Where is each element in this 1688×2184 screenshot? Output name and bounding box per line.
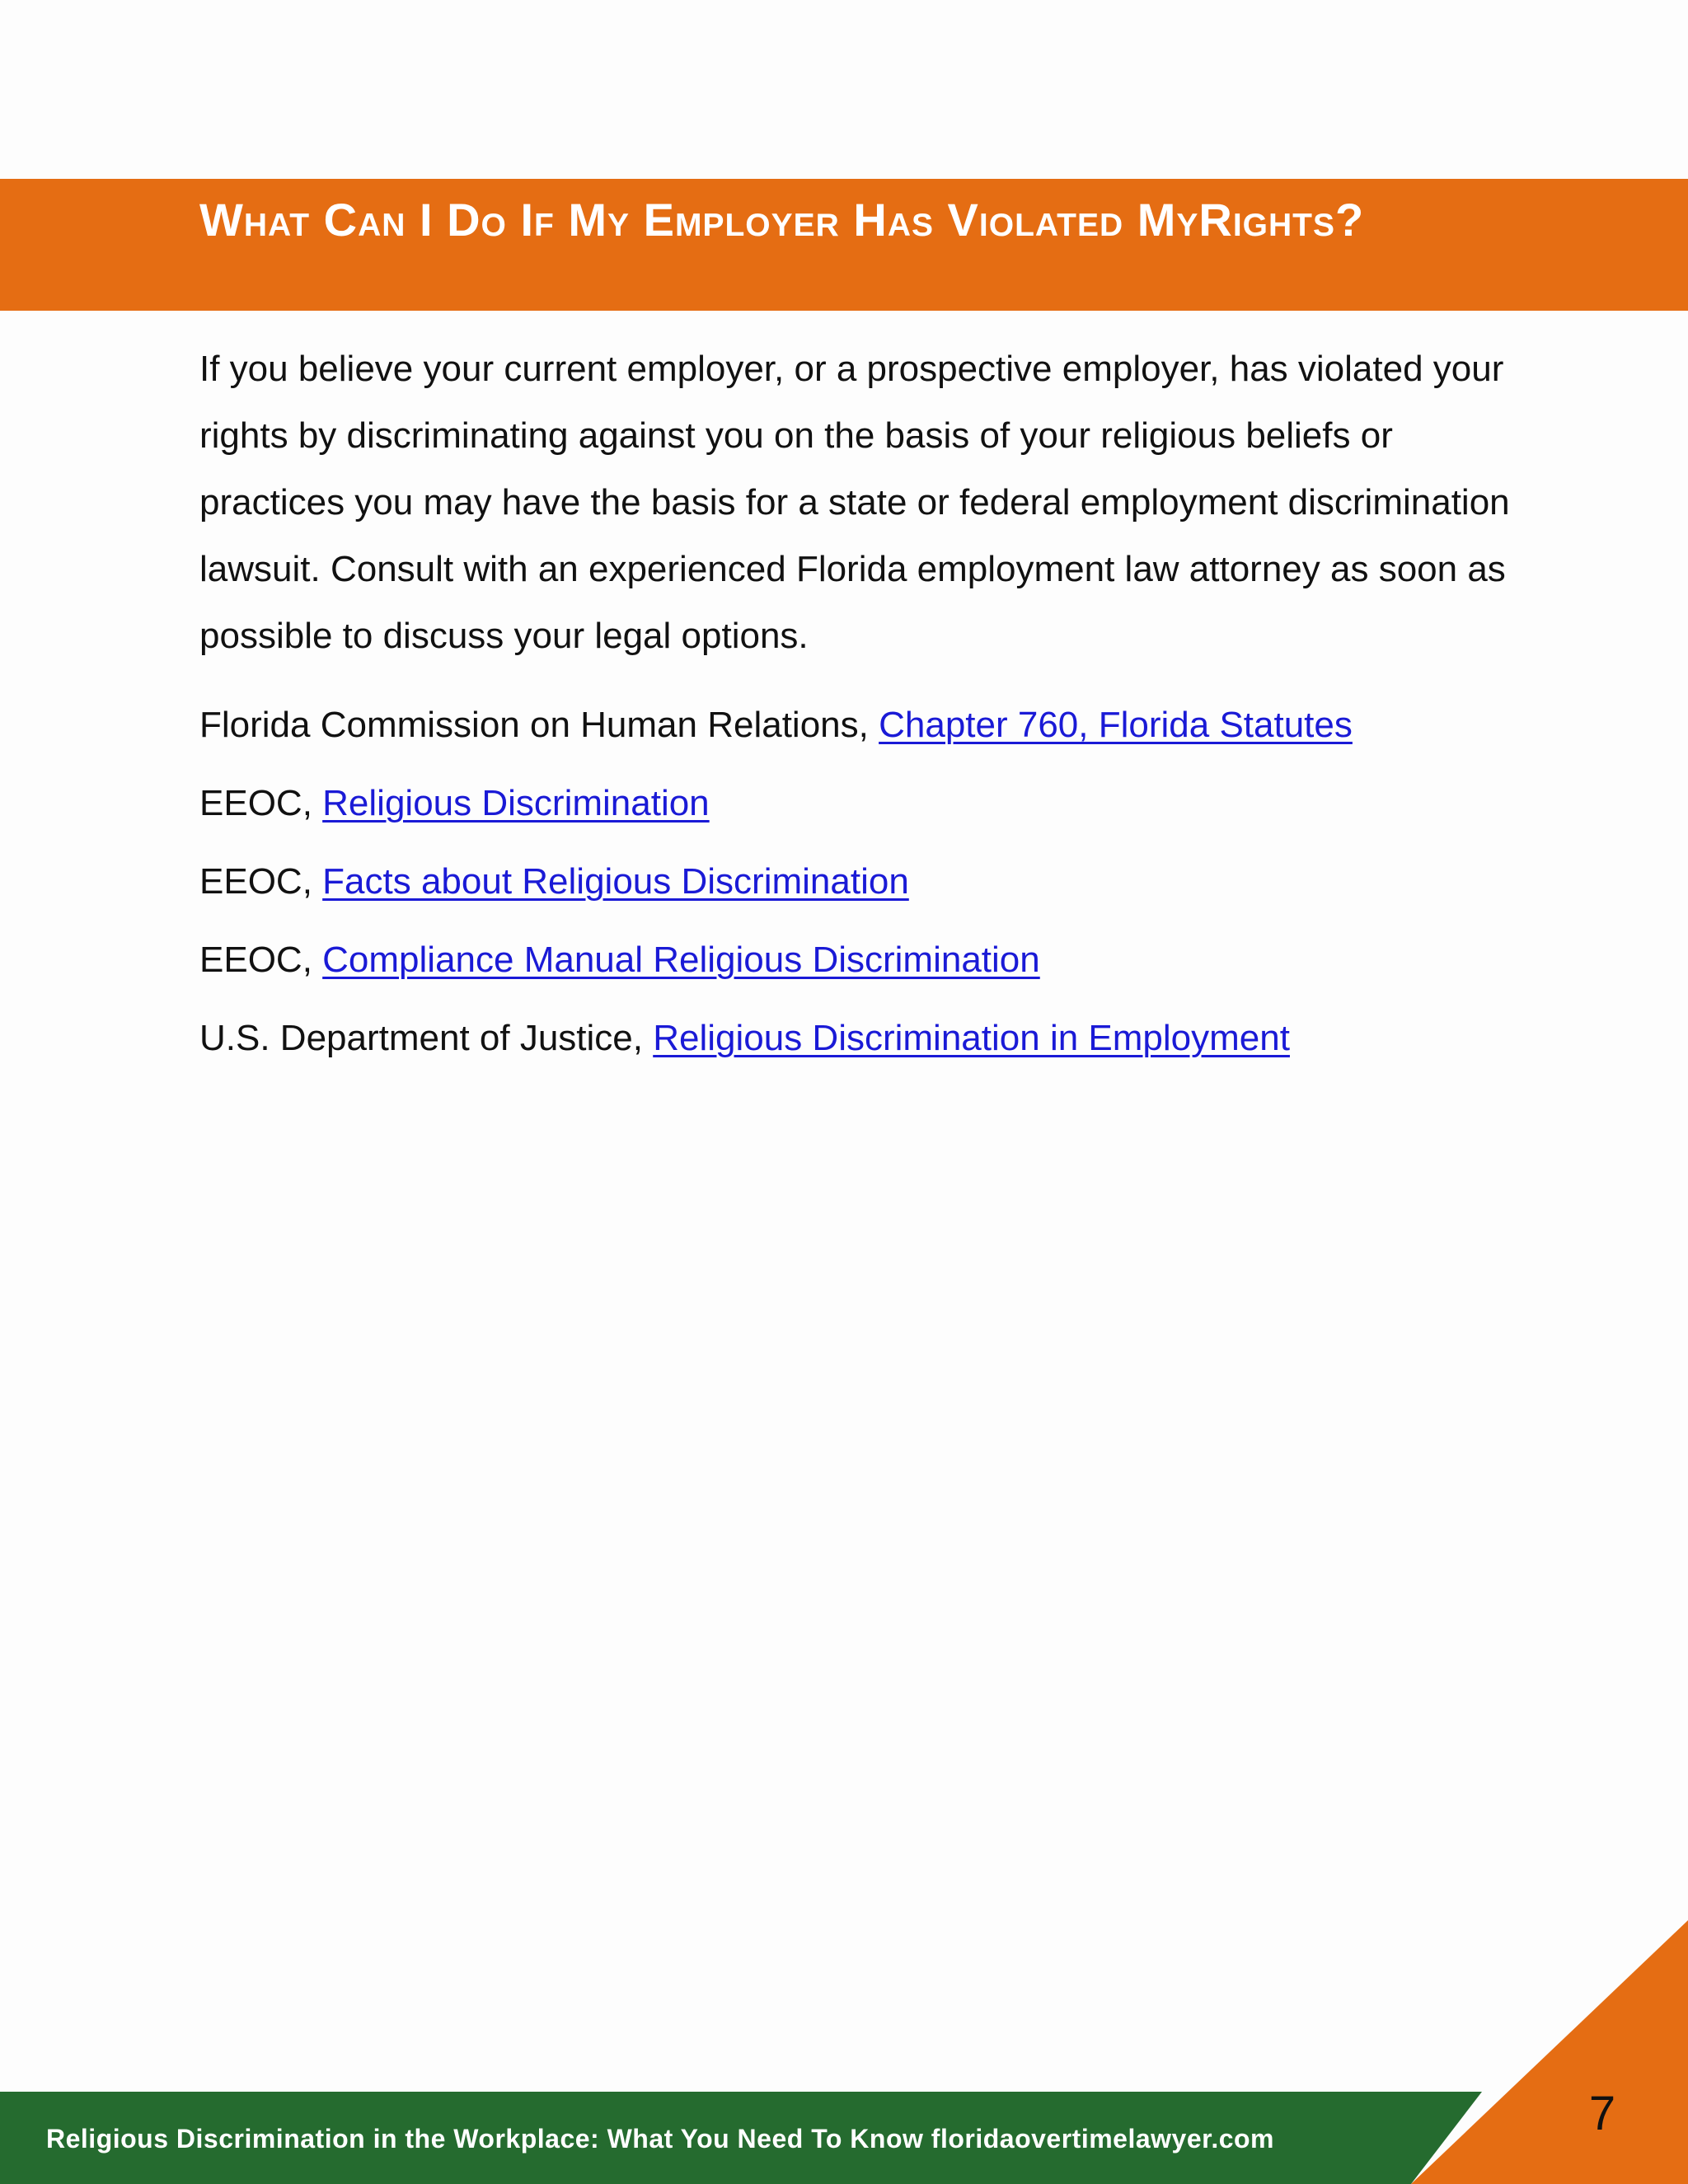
compliance-manual-link[interactable]: Compliance Manual Religious Discrimination (322, 940, 1040, 980)
page-title: What Can I Do If My Employer Has Violated MyRights? (199, 194, 1365, 246)
footer-orange-corner (1411, 1920, 1688, 2184)
resource-source: EEOC, (199, 861, 323, 902)
facts-religious-discrimination-link[interactable]: Facts about Religious Discrimination (322, 861, 909, 902)
chapter-760-link[interactable]: Chapter 760, Florida Statutes (879, 705, 1353, 745)
resource-source: EEOC, (199, 783, 323, 823)
resource-source: EEOC, (199, 940, 323, 980)
page-number: 7 (1588, 2087, 1616, 2140)
intro-paragraph: If you believe your current employer, or a prospective employer, has violated your rights by discriminating against you on the basis of your religious beliefs or practices you may have the basis for a state or federal employment discrimination lawsuit. Consult with an experienced Florida employment law attorney as soon as possible to discuss your legal options. (199, 349, 1510, 656)
resource-source: Florida Commission on Human Relations, (199, 705, 879, 745)
doj-religious-discrimination-link[interactable]: Religious Discrimination in Employment (653, 1018, 1290, 1058)
footer-text: Religious Discrimination in the Workplace: What You Need To Know floridaovertimelawyer.com (46, 2124, 1274, 2154)
religious-discrimination-link[interactable]: Religious Discrimination (322, 783, 710, 823)
resource-source: U.S. Department of Justice, (199, 1018, 654, 1058)
